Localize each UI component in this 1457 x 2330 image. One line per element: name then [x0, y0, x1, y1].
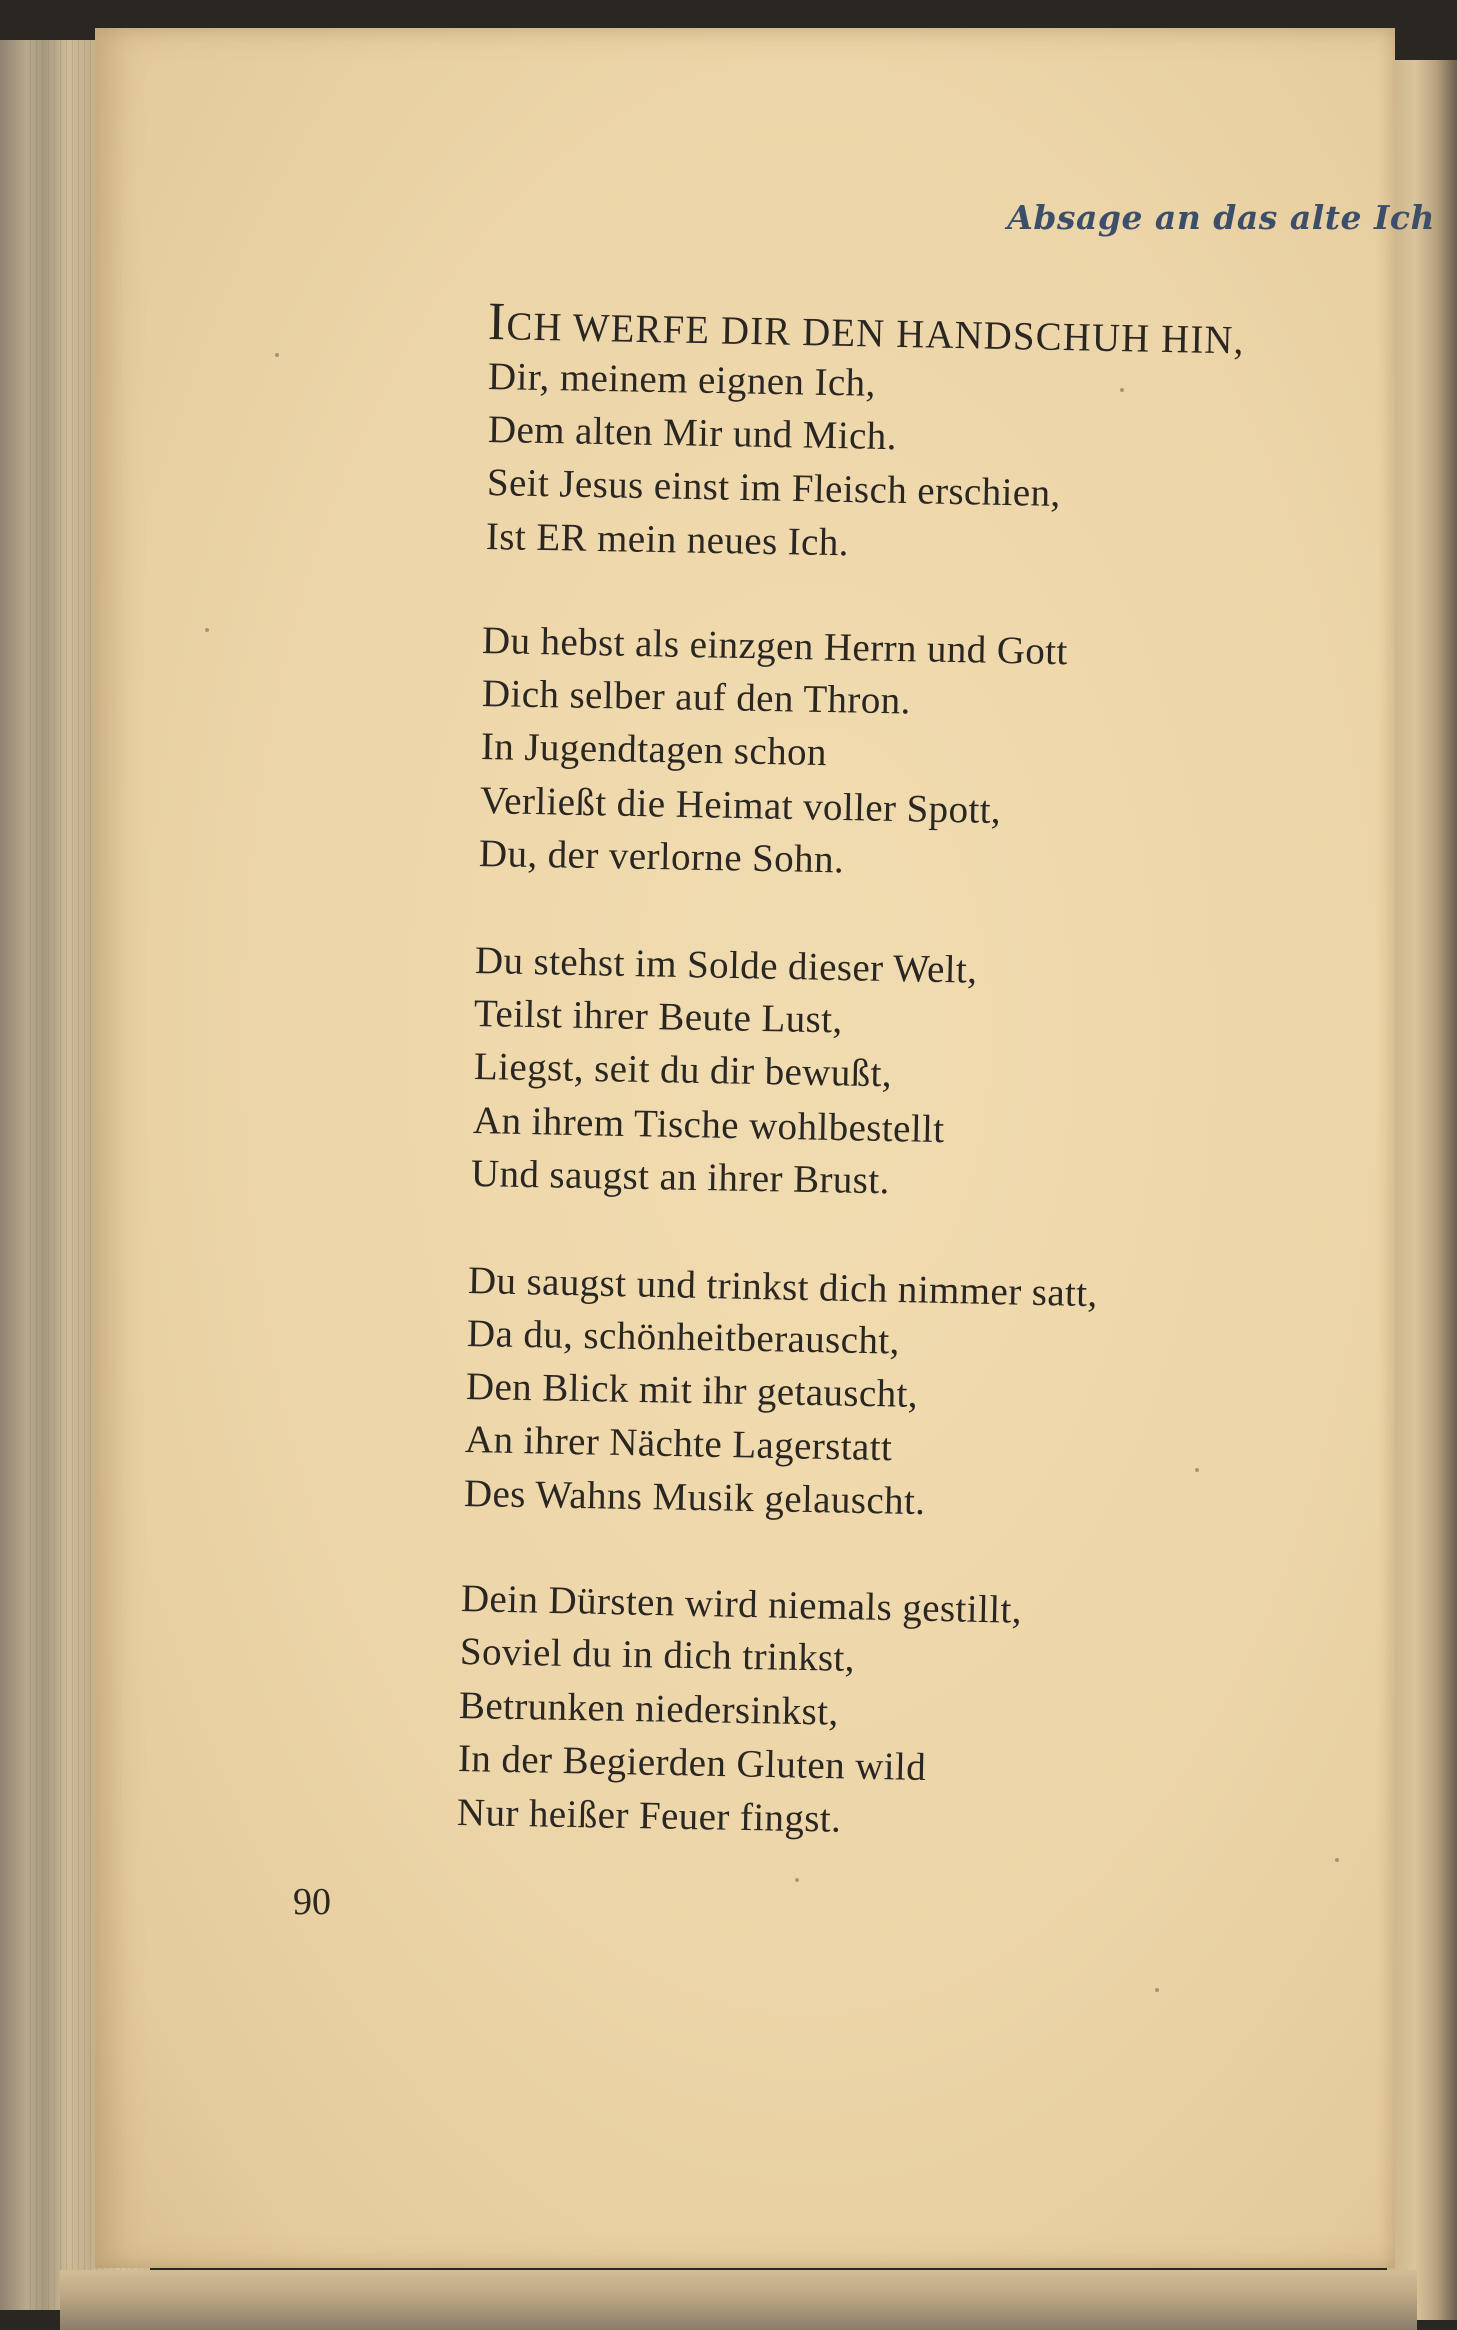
poem-line: Dir, meinem eignen Ich, [487, 355, 877, 405]
book-page-edges-bottom [60, 2270, 1417, 2330]
poem-line: Da du, schönheitberauscht, [466, 1312, 901, 1363]
paper-speck [1155, 1988, 1159, 1992]
paper-speck [795, 1878, 799, 1882]
first-line-text: CH WERFE DIR DEN HANDSCHUH HIN, [506, 303, 1245, 363]
paper-speck [1195, 1468, 1199, 1472]
paper-speck [1335, 1858, 1339, 1862]
poem-line: An ihrem Tische wohlbestellt [472, 1099, 945, 1152]
poem-line: Dem alten Mir und Mich. [487, 408, 898, 459]
poem-line: Soviel du in dich trinkst, [459, 1630, 856, 1680]
book-page [95, 28, 1435, 2268]
poem-line: Des Wahns Musik gelauscht. [463, 1472, 926, 1524]
poem-line: Dein Dürsten wird niemals gestillt, [460, 1577, 1023, 1632]
poem-line: Du saugst und trinkst dich nimmer satt, [467, 1259, 1099, 1316]
poem-line: Betrunken niedersinkst, [458, 1684, 839, 1734]
poem-line: Du stehst im Solde dieser Welt, [474, 939, 978, 992]
poem-line: Und saugst an ihrer Brust. [470, 1152, 891, 1203]
poem-line: In Jugendtagen schon [480, 725, 828, 775]
poem-line: Liegst, seit du dir bewußt, [473, 1045, 893, 1096]
paper-speck [275, 353, 279, 357]
initial-capital: I [487, 291, 508, 352]
paper-speck [205, 628, 209, 632]
page-number: 90 [293, 1881, 331, 1923]
poem-line: Seit Jesus einst im Fleisch erschien, [486, 461, 1062, 516]
poem-line: Nur heißer Feuer fingst. [456, 1791, 842, 1841]
poem-line: Teilst ihrer Beute Lust, [473, 992, 843, 1042]
poem-line: Ist ER mein neues Ich. [485, 515, 850, 565]
poem-line: Den Blick mit ihr getauscht, [465, 1365, 919, 1416]
poem-line: An ihrer Nächte Lagerstatt [464, 1418, 893, 1470]
paper-speck [1120, 388, 1124, 392]
poem-line: In der Begierden Gluten wild [457, 1737, 927, 1789]
poem-line: Dich selber auf den Thron. [481, 672, 912, 723]
poem-line: Du hebst als einzgen Herrn und Gott [481, 619, 1069, 674]
running-head: Absage an das alte Ich [1007, 198, 1435, 237]
poem [95, 28, 1395, 2268]
book-page-edges-right [1387, 60, 1457, 2320]
poem-line: Du, der verlorne Sohn. [478, 832, 845, 882]
poem-line: Verließt die Heimat voller Spott, [479, 779, 1002, 833]
